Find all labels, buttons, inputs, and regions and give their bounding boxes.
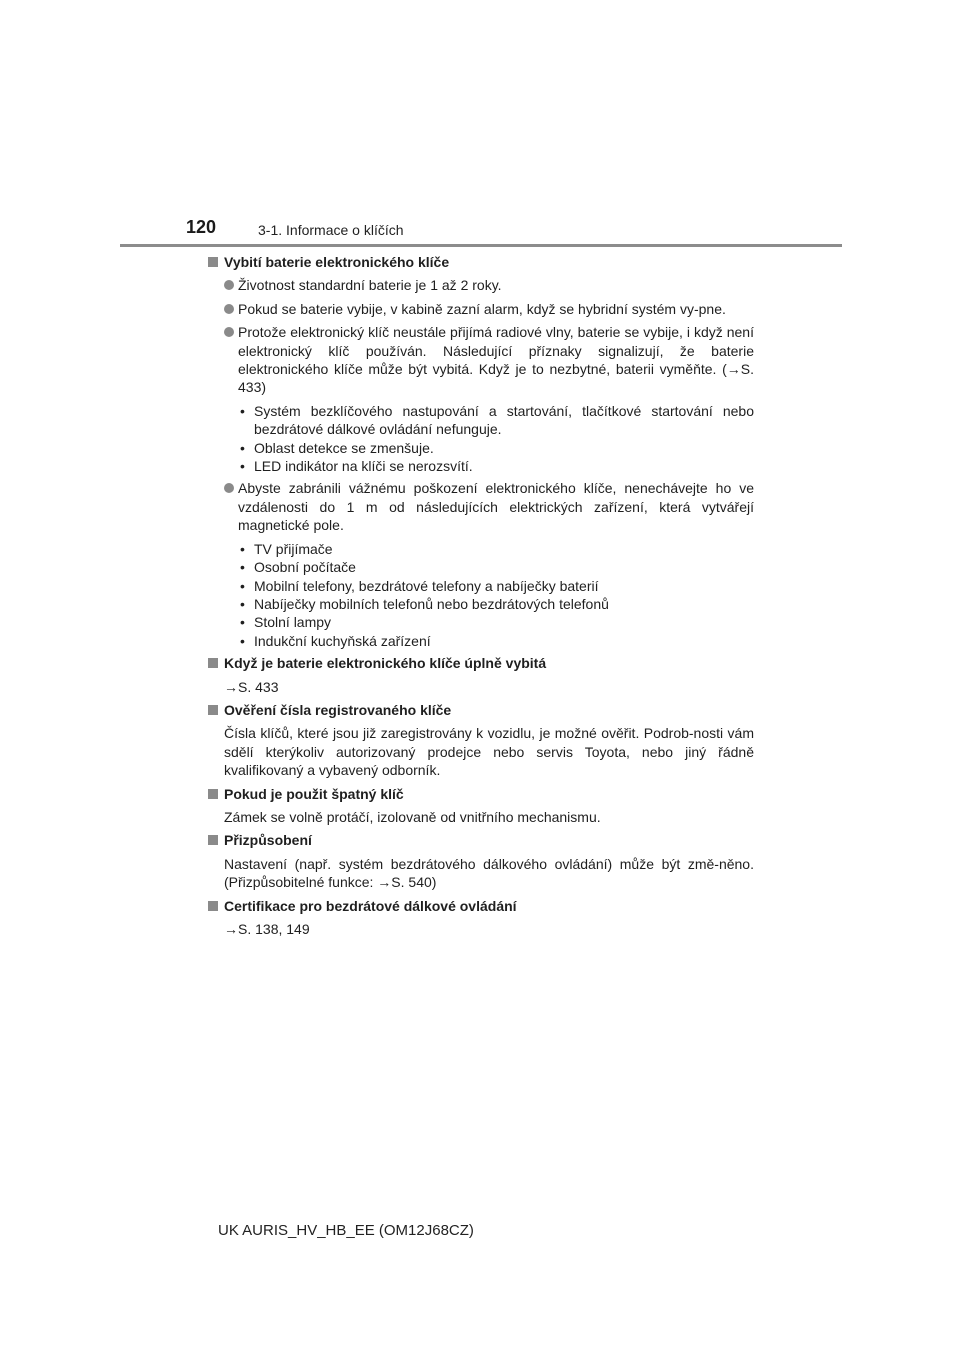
section-customization bbox=[208, 831, 754, 891]
square-bullet-icon bbox=[208, 705, 218, 715]
square-bullet-icon bbox=[208, 835, 218, 845]
heading-text: Vybití baterie elektronického klíče bbox=[224, 254, 450, 270]
bullet-item bbox=[208, 479, 754, 534]
chapter-title: 3-1. Informace o klíčích bbox=[258, 222, 404, 238]
symptom-list bbox=[208, 402, 754, 476]
section-heading bbox=[208, 897, 754, 915]
heading-text: Pokud je použit špatný klíč bbox=[224, 785, 404, 802]
section-heading bbox=[208, 701, 754, 719]
bullet-item bbox=[208, 276, 754, 294]
list-item: • Nabíječky mobilních telefonů nebo bezdrátových telefonů bbox=[240, 595, 609, 612]
page-number: 120 bbox=[186, 217, 217, 237]
section-heading bbox=[208, 253, 754, 271]
bullet-item bbox=[208, 323, 754, 397]
square-bullet-icon bbox=[208, 789, 218, 799]
section-body: Čísla klíčů, které jsou již zaregistrovány k vozidlu, je možné ověřit. Podrob-nosti vám sdělí kterýkoliv autorizovaný prodejce nebo servis Toyota, nebo jiný řádně kvalifikovaný a vybavený odborník. bbox=[224, 725, 754, 779]
page-reference: →S. 433 bbox=[224, 678, 279, 695]
square-bullet-icon bbox=[208, 658, 218, 668]
square-bullet-icon bbox=[208, 257, 218, 267]
section-body: Nastavení (např. systém bezdrátového dálkového ovládání) může být změ-něno. (Přizpůsobitelné funkce: →S. 540) bbox=[224, 855, 754, 891]
page-header bbox=[120, 0, 842, 247]
list-item: • Mobilní telefony, bezdrátové telefony a nabíječky baterií bbox=[240, 577, 599, 594]
device-list bbox=[208, 540, 754, 650]
section-key-number bbox=[208, 701, 754, 780]
section-heading bbox=[208, 654, 754, 672]
page-reference: →S. 138, 149 bbox=[224, 921, 310, 937]
bullet-text: Pokud se baterie vybije, v kabině zazní alarm, když se hybridní systém vy-pne. bbox=[238, 300, 726, 317]
heading-text: Ověření čísla registrovaného klíče bbox=[224, 701, 452, 718]
list-item: • Osobní počítače bbox=[240, 559, 356, 576]
section-heading bbox=[208, 785, 754, 803]
section-certification bbox=[208, 897, 754, 939]
page-content bbox=[208, 253, 754, 943]
section-heading bbox=[208, 831, 754, 849]
list-item: • Systém bezklíčového nastupování a startování, tlačítkové startování nebo bezdrátové dálkové ovládání nefunguje. bbox=[240, 402, 754, 438]
circle-bullet-icon bbox=[224, 327, 234, 337]
circle-bullet-icon bbox=[224, 280, 234, 290]
heading-text: Certifikace pro bezdrátové dálkové ovládání bbox=[224, 897, 517, 914]
section-battery-dead bbox=[208, 654, 754, 696]
list-item: • TV přijímače bbox=[240, 540, 333, 557]
list-item: • LED indikátor na klíči se nerozsvítí. bbox=[240, 458, 473, 475]
list-item: • Stolní lampy bbox=[240, 614, 332, 631]
document-code: UK AURIS_HV_HB_EE (OM12J68CZ) bbox=[218, 1222, 474, 1239]
bullet-text: Životnost standardní baterie je 1 až 2 roky. bbox=[238, 277, 502, 294]
bullet-item bbox=[208, 300, 754, 318]
section-battery-discharge bbox=[208, 253, 754, 650]
square-bullet-icon bbox=[208, 901, 218, 911]
heading-text: Když je baterie elektronického klíče úplně vybitá bbox=[224, 655, 547, 672]
list-item: • Indukční kuchyňská zařízení bbox=[240, 632, 431, 649]
heading-text: Přizpůsobení bbox=[224, 832, 312, 849]
section-wrong-key bbox=[208, 785, 754, 827]
section-body: Zámek se volně protáčí, izolovaně od vnitřního mechanismu. bbox=[224, 808, 601, 825]
header-rule bbox=[120, 244, 842, 247]
bullet-text: Protože elektronický klíč neustále přijímá radiové vlny, baterie se vybije, i když není elektronický klíč používán. Následující příznaky signalizují, že baterie elektronického klíče může být vybitá. Když je to nezbytné, baterii vyměňte. (→S. 433) bbox=[238, 324, 754, 396]
list-item: • Oblast detekce se zmenšuje. bbox=[240, 439, 434, 456]
circle-bullet-icon bbox=[224, 304, 234, 314]
bullet-text: Abyste zabránili vážnému poškození elektronického klíče, nenechávejte ho ve vzdálenosti do 1 m od následujících elektrických zařízení, která vytvářejí magnetické pole. bbox=[238, 480, 754, 534]
circle-bullet-icon bbox=[224, 483, 234, 493]
